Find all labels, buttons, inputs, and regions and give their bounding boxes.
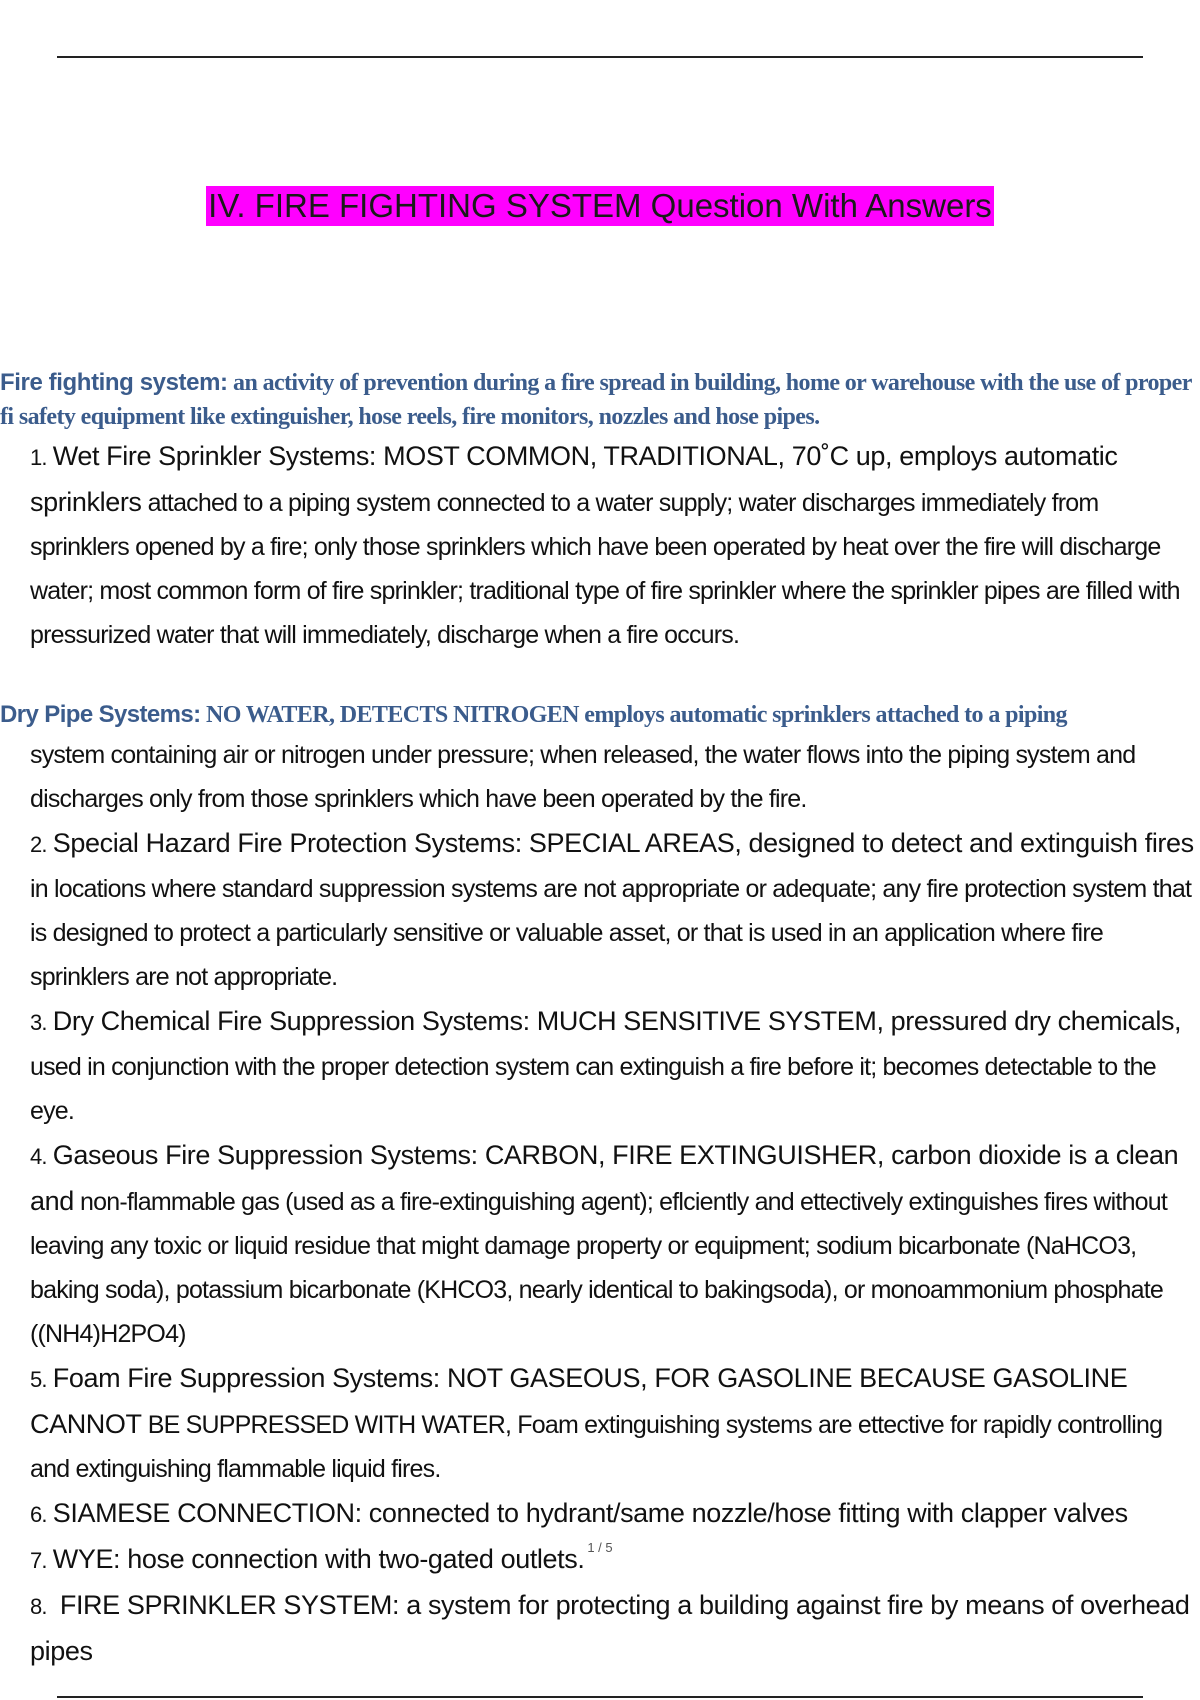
item-lead: FIRE SPRINKLER SYSTEM: a system for protecting a building against fire by means of overhead pipes bbox=[30, 1590, 1190, 1666]
item-number: 1. bbox=[30, 445, 47, 470]
item-text: BE SUPPRESSED WITH WATER, Foam extinguishing systems are ettective for rapidly controlling and extinguishing flammable liquid fires. bbox=[30, 1411, 1163, 1483]
list-item-5 bbox=[0, 1356, 1200, 1491]
item-number: 3. bbox=[30, 1010, 47, 1035]
item-lead: Gaseous Fire Suppression Systems: CARBON, FIRE EXTINGUISHER, carbon dioxide is a clean and bbox=[30, 1140, 1179, 1216]
item-lead: Wet Fire Sprinkler Systems: MOST COMMON, TRADITIONAL, 70˚C up, employs automatic sprinklers bbox=[30, 441, 1118, 517]
intro-term: Fire fighting system: bbox=[0, 369, 228, 396]
document-body bbox=[0, 366, 1200, 1674]
title-container bbox=[0, 186, 1200, 226]
list-item-3 bbox=[0, 999, 1200, 1133]
dry-pipe-heading-text: NO WATER, DETECTS NITROGEN employs automatic sprinklers attached to a piping bbox=[200, 702, 1067, 728]
item-number: 5. bbox=[30, 1367, 47, 1392]
list-item-2 bbox=[0, 821, 1200, 999]
item-lead: Dry Chemical Fire Suppression Systems: MUCH SENSITIVE SYSTEM, pressured dry chemicals, bbox=[52, 1006, 1182, 1036]
page-number: 1 / 5 bbox=[587, 1540, 613, 1555]
top-rule bbox=[57, 56, 1143, 58]
item-text: used in conjunction with the proper detection system can extinguish a fire before it; becomes detectable to the eye. bbox=[30, 1053, 1156, 1125]
item-number: 2. bbox=[30, 832, 47, 857]
item-number: 4. bbox=[30, 1144, 47, 1169]
item-number: 8. bbox=[30, 1594, 47, 1619]
list-item-4 bbox=[0, 1133, 1200, 1356]
item-number: 7. bbox=[30, 1548, 47, 1573]
item-lead: WYE: hose connection with two-gated outlets. bbox=[52, 1544, 585, 1574]
dry-pipe-term: Dry Pipe Systems: bbox=[0, 701, 201, 728]
item-text: in locations where standard suppression systems are not appropriate or adequate; any fire protection system that is designed to protect a particularly sensitive or valuable asset, or that is used in an application where fire sprinklers are not appropriate. bbox=[30, 875, 1192, 991]
dry-pipe-heading bbox=[0, 697, 1200, 733]
item-lead: Special Hazard Fire Protection Systems: SPECIAL AREAS, designed to detect and extinguish fires bbox=[52, 828, 1194, 858]
item-text: non-flammable gas (used as a fire-extinguishing agent); eflciently and ettectively extinguishes fires without leaving any toxic or liquid residue that might damage property or equipment; sodium bicarbonate (NaHCO3, baking soda), potassium bicarbonate (KHCO3, nearly identical to bakingsoda), or monoammonium phosphate ((NH4)H2PO4) bbox=[30, 1188, 1168, 1348]
list-item-8 bbox=[0, 1583, 1200, 1674]
dry-pipe-body: system containing air or nitrogen under pressure; when released, the water flows into the piping system and discharges only from those sprinklers which have been operated by the fire. bbox=[30, 741, 1136, 813]
item-lead: Foam Fire Suppression Systems: NOT GASEOUS, FOR GASOLINE BECAUSE GASOLINE CANNOT bbox=[30, 1363, 1128, 1439]
item-number: 6. bbox=[30, 1502, 47, 1527]
intro-text: an activity of prevention during a fire spread in building, home or warehouse with the use of proper fi safety equipment like extinguisher, hose reels, fire monitors, nozzles and hose pipes. bbox=[0, 370, 1192, 430]
document-title: IV. FIRE FIGHTING SYSTEM Question With Answers bbox=[208, 187, 992, 224]
item-lead: SIAMESE CONNECTION: connected to hydrant/same nozzle/hose fitting with clapper valves bbox=[52, 1498, 1128, 1528]
item-text: attached to a piping system connected to a water supply; water discharges immediately from sprinklers opened by a fire; only those sprinklers which have been operated by heat over the fire will discharge water; most common form of fire sprinkler; traditional type of fire sprinkler where the sprinkler pipes are filled with pressurized water that will immediately, discharge when a fire occurs. bbox=[30, 489, 1180, 649]
bottom-rule bbox=[57, 1696, 1143, 1698]
list-item-6 bbox=[0, 1491, 1200, 1537]
list-item-1 bbox=[0, 434, 1200, 657]
intro-paragraph bbox=[0, 366, 1200, 434]
